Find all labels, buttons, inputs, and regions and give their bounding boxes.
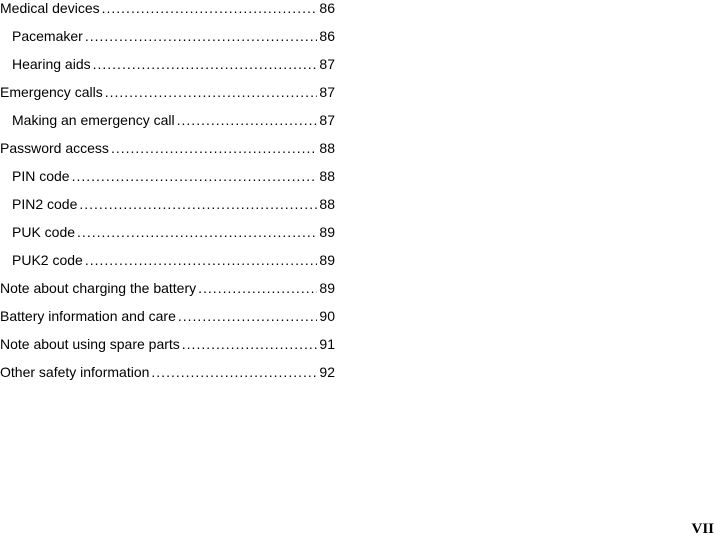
toc-dot-leader — [198, 274, 317, 302]
toc-entry-page: 89 — [319, 224, 335, 240]
toc-entry-page: 88 — [319, 196, 335, 212]
toc-entry-title: Battery information and care — [0, 308, 176, 324]
page-number: VII — [691, 521, 714, 537]
toc-dot-leader — [72, 162, 318, 190]
toc-entry-title: PIN code — [12, 168, 70, 184]
toc-entry-medical-devices[interactable] — [0, 0, 335, 22]
toc-entry-title: Hearing aids — [12, 56, 91, 72]
toc-entry-page: 89 — [319, 280, 335, 296]
toc-entry-page: 87 — [319, 56, 335, 72]
toc-dot-leader — [111, 134, 317, 162]
toc-entry-puk-code[interactable] — [0, 218, 335, 246]
toc-entry-hearing-aids[interactable] — [0, 50, 335, 78]
toc-entry-title: PUK2 code — [12, 252, 83, 268]
toc-entry-page: 91 — [319, 336, 335, 352]
toc-entry-battery-information-and-care[interactable] — [0, 302, 335, 330]
toc-entry-title: Password access — [0, 140, 109, 156]
toc-entry-page: 90 — [319, 308, 335, 324]
toc-entry-page: 88 — [319, 168, 335, 184]
toc-entry-page: 92 — [319, 364, 335, 380]
toc-entry-note-about-using-spare-parts[interactable] — [0, 330, 335, 358]
toc-entry-page: 86 — [319, 28, 335, 44]
toc-dot-leader — [151, 358, 317, 386]
toc-entry-password-access[interactable] — [0, 134, 335, 162]
toc-entry-title: Pacemaker — [12, 28, 83, 44]
toc-dot-leader — [85, 246, 318, 274]
toc-dot-leader — [182, 330, 318, 358]
toc-entry-puk2-code[interactable] — [0, 246, 335, 274]
toc-dot-leader — [177, 106, 318, 134]
toc-entry-page: 88 — [319, 140, 335, 156]
toc-entry-page: 86 — [319, 0, 335, 16]
toc-dot-leader — [77, 218, 317, 246]
toc-entry-title: Other safety information — [0, 364, 150, 380]
toc-dot-leader — [93, 50, 318, 78]
toc-entry-making-an-emergency-call[interactable] — [0, 106, 335, 134]
toc-entry-pin2-code[interactable] — [0, 190, 335, 218]
toc-dot-leader — [178, 302, 318, 330]
toc-dot-leader — [79, 190, 317, 218]
toc-entry-page: 89 — [319, 252, 335, 268]
toc-entry-pacemaker[interactable] — [0, 22, 335, 50]
toc-dot-leader — [85, 22, 318, 50]
toc-entry-title: Note about using spare parts — [0, 336, 180, 352]
table-of-contents — [0, 0, 335, 386]
toc-entry-pin-code[interactable] — [0, 162, 335, 190]
toc-entry-title: Note about charging the battery — [0, 280, 197, 296]
toc-entry-title: Emergency calls — [0, 84, 103, 100]
toc-entry-title: PIN2 code — [12, 196, 78, 212]
toc-entry-note-about-charging-the-battery[interactable] — [0, 274, 335, 302]
toc-dot-leader — [105, 78, 318, 106]
toc-entry-emergency-calls[interactable] — [0, 78, 335, 106]
toc-entry-title: Making an emergency call — [12, 112, 175, 128]
toc-entry-other-safety-information[interactable] — [0, 358, 335, 386]
toc-entry-page: 87 — [319, 84, 335, 100]
toc-entry-page: 87 — [319, 112, 335, 128]
toc-dot-leader — [102, 0, 318, 22]
toc-entry-title: PUK code — [12, 224, 76, 240]
toc-entry-title: Medical devices — [0, 0, 100, 16]
